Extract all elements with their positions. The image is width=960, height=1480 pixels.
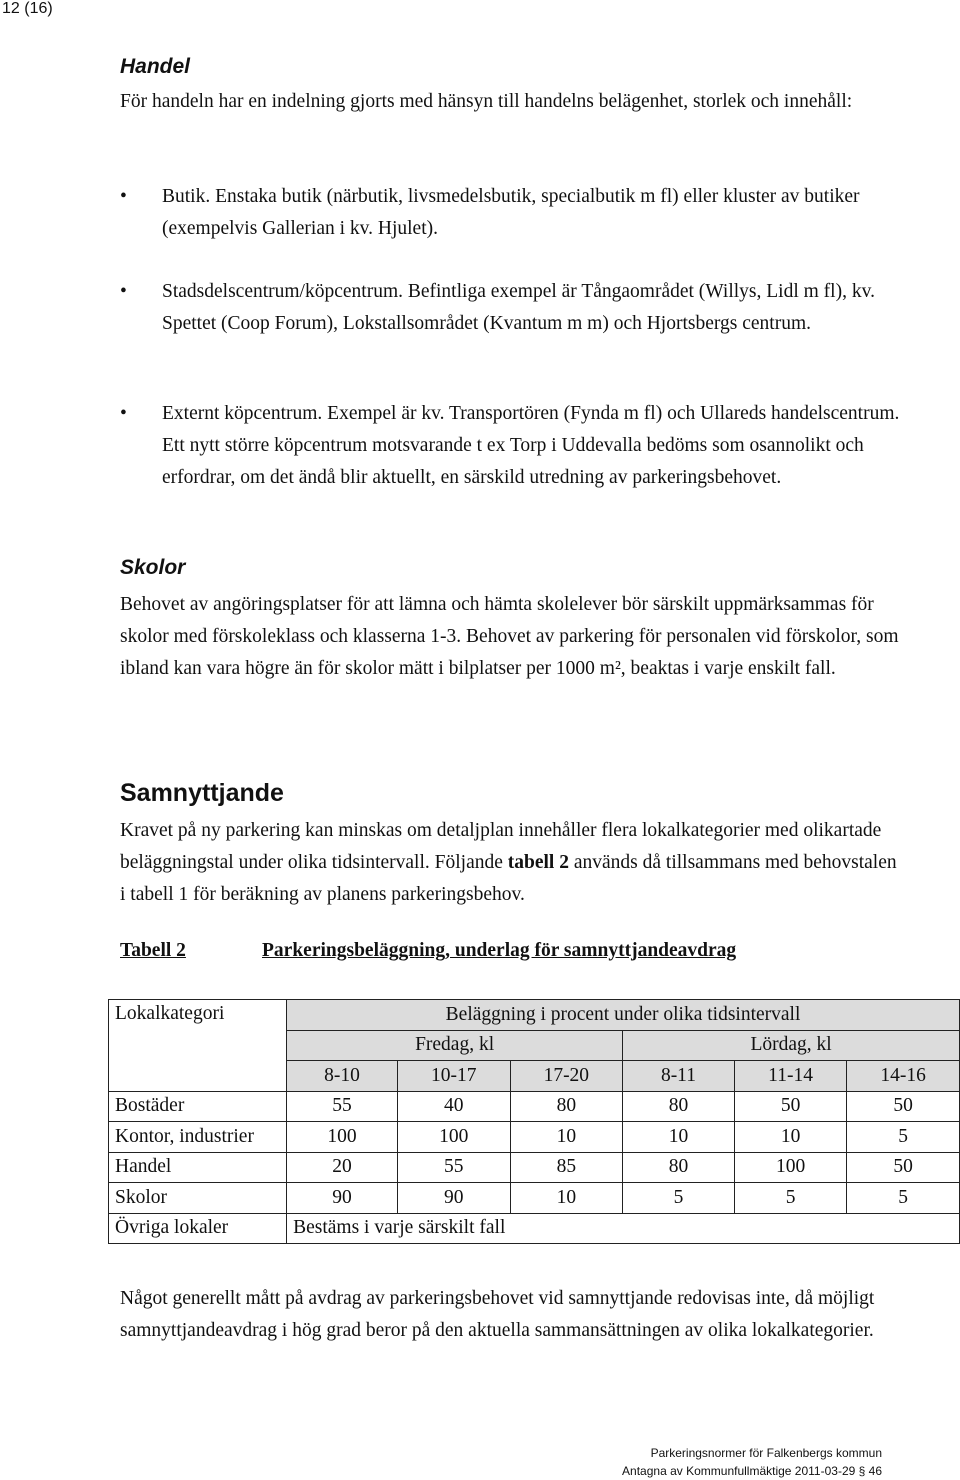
cell: 10 bbox=[734, 1122, 847, 1153]
heading-skolor: Skolor bbox=[120, 556, 186, 579]
cell: 80 bbox=[510, 1091, 623, 1122]
interval-header: 10-17 bbox=[397, 1061, 510, 1092]
heading-samnyttjande: Samnyttjande bbox=[120, 779, 284, 807]
cell: 50 bbox=[847, 1152, 960, 1183]
interval-header: 11-14 bbox=[734, 1061, 847, 1092]
bullet-butik bbox=[120, 181, 900, 245]
table-parkeringsbelaggning bbox=[108, 999, 960, 1244]
cell: 40 bbox=[397, 1091, 510, 1122]
cell: 50 bbox=[734, 1091, 847, 1122]
table-row bbox=[109, 1091, 960, 1122]
cell: 80 bbox=[623, 1152, 735, 1183]
cell: 20 bbox=[287, 1152, 398, 1183]
samnyttjande-text-b: används då tillsammans med behovstalen i tabell 1 för beräkning av planens parkeringsbehov. bbox=[120, 852, 897, 905]
header-lokalkategori: Lokalkategori bbox=[109, 1000, 287, 1092]
bullet-icon: • bbox=[120, 281, 127, 302]
cell: 100 bbox=[287, 1122, 398, 1153]
heading-handel: Handel bbox=[120, 55, 191, 78]
skolor-text: Behovet av angöringsplatser för att lämna och hämta skolelever bör särskilt uppmärksammas för skolor med förskoleklass och klasserna 1-3. Behovet av parkering för personalen vid förskolor, som ibland kan vara högre än för skolor mätt i bilplatser per 1000 m², beaktas i varje enskilt fall. bbox=[120, 594, 899, 679]
table-header-row-1 bbox=[109, 1000, 960, 1031]
interval-header: 17-20 bbox=[510, 1061, 623, 1092]
interval-header: 14-16 bbox=[847, 1061, 960, 1092]
interval-header: 8-11 bbox=[623, 1061, 735, 1092]
cell: 10 bbox=[623, 1122, 735, 1153]
bullet-icon: • bbox=[120, 186, 127, 207]
footer-adopted: Antagna av Kommunfullmäktige 2011-03-29 § 46 bbox=[622, 1464, 882, 1478]
header-belaggning: Beläggning i procent under olika tidsintervall bbox=[287, 1000, 960, 1031]
tabell-2-ref: tabell 2 bbox=[507, 852, 569, 873]
footer-title: Parkeringsnormer för Falkenbergs kommun bbox=[650, 1446, 882, 1460]
table-row bbox=[109, 1183, 960, 1214]
header-fredag: Fredag, kl bbox=[287, 1030, 623, 1061]
interval-header: 8-10 bbox=[287, 1061, 398, 1092]
cell: 90 bbox=[287, 1183, 398, 1214]
table-label: Tabell 2 bbox=[120, 940, 186, 961]
cell: 55 bbox=[397, 1152, 510, 1183]
row-label: Kontor, industrier bbox=[109, 1122, 287, 1153]
table-row bbox=[109, 1213, 960, 1244]
cell: 55 bbox=[287, 1091, 398, 1122]
cell: 5 bbox=[847, 1122, 960, 1153]
cell-merged: Bestäms i varje särskilt fall bbox=[287, 1213, 960, 1244]
row-label: Skolor bbox=[109, 1183, 287, 1214]
cell: 10 bbox=[510, 1183, 623, 1214]
bullet-text: Stadsdelscentrum/köpcentrum. Befintliga exempel är Tångaområdet (Willys, Lidl m fl), kv. Spettet (Coop Forum), Lokstallsområdet (Kvantum m m) och Hjortsbergs centrum. bbox=[162, 281, 875, 334]
cell: 50 bbox=[847, 1091, 960, 1122]
cell: 80 bbox=[623, 1091, 735, 1122]
row-label: Handel bbox=[109, 1152, 287, 1183]
row-label: Övriga lokaler bbox=[109, 1213, 287, 1244]
bullet-externt bbox=[120, 398, 900, 494]
bullet-text: Externt köpcentrum. Exempel är kv. Transportören (Fynda m fl) och Ullareds handelscentrum. Ett nytt större köpcentrum motsvarande t ex Torp i Uddevalla bedöms som osannolikt och erfordrar, om det ändå blir aktuellt, en särskild utredning av parkeringsbehovet. bbox=[162, 403, 900, 488]
cell: 5 bbox=[847, 1183, 960, 1214]
cell: 85 bbox=[510, 1152, 623, 1183]
header-lordag: Lördag, kl bbox=[623, 1030, 960, 1061]
samnyttjande-text-a: Kravet på ny parkering kan minskas om detaljplan innehåller flera lokalkategorier med olikartade beläggningstal under olika tidsintervall. Följande bbox=[120, 820, 882, 873]
closing-text: Något generellt mått på avdrag av parkeringsbehovet vid samnyttjande redovisas inte, då möjligt samnyttjandeavdrag i hög grad beror på den aktuella sammansättningen av olika lokalkategorier. bbox=[120, 1288, 875, 1341]
cell: 100 bbox=[397, 1122, 510, 1153]
bullet-text: Butik. Enstaka butik (närbutik, livsmedelsbutik, specialbutik m fl) eller kluster av butiker (exempelvis Gallerian i kv. Hjulet). bbox=[162, 186, 860, 239]
table-row bbox=[109, 1122, 960, 1153]
cell: 90 bbox=[397, 1183, 510, 1214]
bullet-stadsdelscentrum bbox=[120, 276, 900, 340]
page-number: 12 (16) bbox=[2, 0, 53, 17]
table-title: Parkeringsbeläggning, underlag för samnyttjandeavdrag bbox=[262, 940, 737, 961]
samnyttjande-text bbox=[120, 815, 900, 911]
table-row bbox=[109, 1152, 960, 1183]
cell: 100 bbox=[734, 1152, 847, 1183]
cell: 10 bbox=[510, 1122, 623, 1153]
handel-intro: För handeln har en indelning gjorts med hänsyn till handelns belägenhet, storlek och innehåll: bbox=[120, 91, 853, 112]
cell: 5 bbox=[734, 1183, 847, 1214]
cell: 5 bbox=[623, 1183, 735, 1214]
row-label: Bostäder bbox=[109, 1091, 287, 1122]
bullet-icon: • bbox=[120, 403, 127, 424]
